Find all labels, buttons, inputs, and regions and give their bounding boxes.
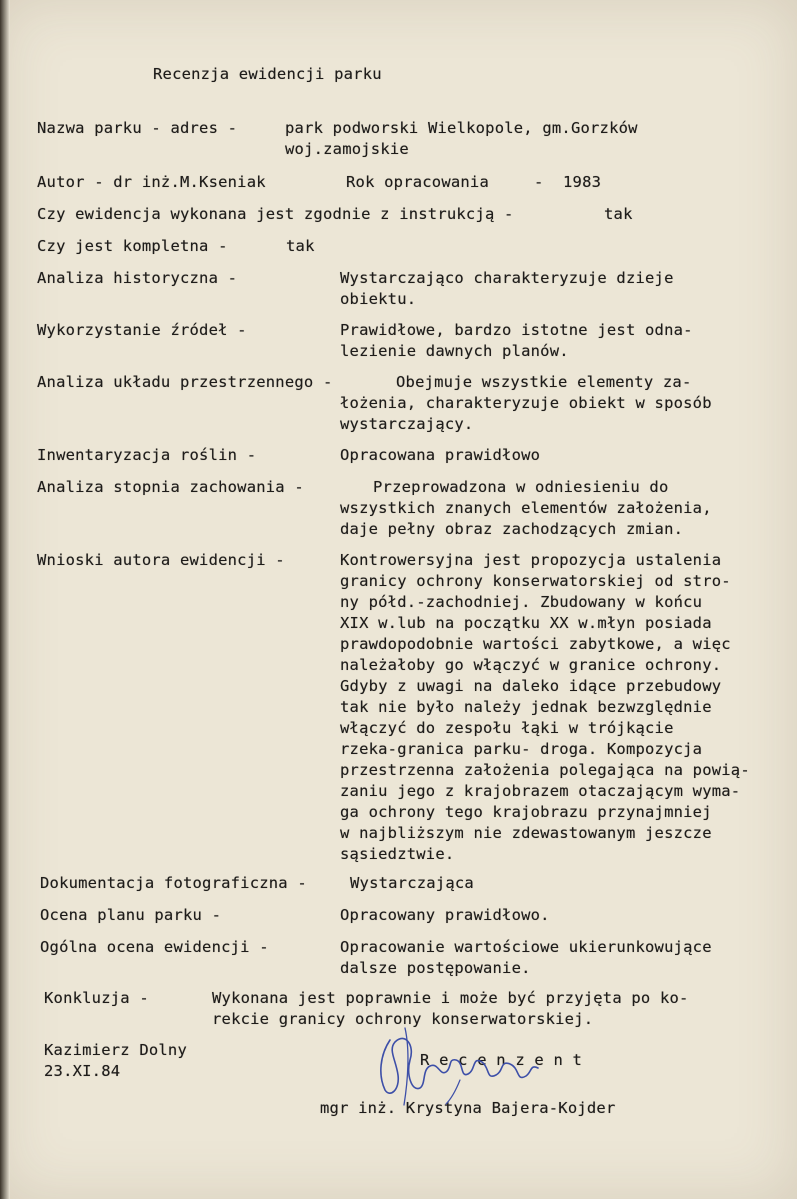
conclusions-line: XIX w.lub na początku XX w.młyn posiada bbox=[340, 614, 712, 632]
historical-value-line: obiektu. bbox=[340, 290, 417, 308]
sources-label: Wykorzystanie źródeł - bbox=[37, 321, 247, 339]
preservation-value-line: wszystkich znanych elementów założenia, bbox=[340, 499, 712, 517]
instruction-answer: tak bbox=[604, 205, 633, 223]
conclusion-value-line: rekcie granicy ochrony konserwatorskiej. bbox=[212, 1010, 594, 1028]
spatial-value-line: łożenia, charakteryzuje obiekt w sposób bbox=[340, 394, 712, 412]
date: 23.XI.84 bbox=[44, 1062, 121, 1080]
conclusions-line: Gdyby z uwagi na daleko idące przebudowy bbox=[340, 677, 722, 695]
general-value-line: Opracowanie wartościowe ukierunkowujące bbox=[340, 938, 712, 956]
signature-stroke bbox=[446, 1080, 460, 1104]
spatial-value-line: wystarczający. bbox=[340, 415, 474, 433]
conclusions-label: Wnioski autora ewidencji - bbox=[37, 551, 285, 569]
complete-question: Czy jest kompletna - bbox=[37, 237, 228, 255]
plants-label: Inwentaryzacja roślin - bbox=[37, 446, 257, 464]
park-name-label: Nazwa parku - adres - bbox=[37, 119, 238, 137]
conclusions-line: należałoby go włączyć w granice ochrony. bbox=[340, 656, 722, 674]
spatial-value-line: Obejmuje wszystkie elementy za- bbox=[396, 373, 692, 391]
conclusions-line: prawdopodobnie wartości zabytkowe, a więc bbox=[340, 635, 731, 653]
park-name-value: park podworski Wielkopole, gm.Gorzków bbox=[285, 119, 638, 137]
sources-value-line: Prawidłowe, bardzo istotne jest odna- bbox=[340, 321, 693, 339]
plan-label: Ocena planu parku - bbox=[40, 906, 222, 924]
year-value: 1983 bbox=[563, 173, 602, 191]
conclusions-line: rzeka-granica parku- droga. Kompozycja bbox=[340, 740, 703, 758]
handwritten-signature bbox=[360, 1020, 560, 1110]
conclusions-line: ny półd.-zachodniej. Zbudowany w końcu bbox=[340, 593, 703, 611]
complete-answer: tak bbox=[286, 237, 315, 255]
conclusions-line: w najbliższym nie zdewastowanym jeszcze bbox=[340, 824, 712, 842]
conclusions-line: tak nie było należy jednak bezwzględnie bbox=[340, 698, 712, 716]
reviewer-label: R e c e n z e n t bbox=[420, 1051, 583, 1069]
general-label: Ogólna ocena ewidencji - bbox=[40, 938, 269, 956]
place: Kazimierz Dolny bbox=[44, 1041, 187, 1059]
sources-value-line: lezienie dawnych planów. bbox=[340, 342, 569, 360]
year-label: Rok opracowania bbox=[346, 173, 489, 191]
park-address-value: woj.zamojskie bbox=[285, 140, 409, 158]
instruction-question: Czy ewidencja wykonana jest zgodnie z instrukcją - bbox=[37, 205, 514, 223]
photo-value: Wystarczająca bbox=[350, 874, 474, 892]
author-label: Autor - dr inż.M.Kseniak bbox=[37, 173, 266, 191]
conclusions-line: zaniu jego z krajobrazem otaczającym wyma- bbox=[340, 782, 741, 800]
conclusion-value-line: Wykonana jest poprawnie i może być przyjęta po ko- bbox=[212, 989, 689, 1007]
page-edge bbox=[0, 0, 10, 1199]
conclusions-line: włączyć do zespołu łąki w trójkącie bbox=[340, 719, 674, 737]
historical-value-line: Wystarczająco charakteryzuje dzieje bbox=[340, 269, 674, 287]
spatial-label: Analiza układu przestrzennego - bbox=[37, 373, 333, 391]
document-title: Recenzja ewidencji parku bbox=[153, 65, 382, 83]
conclusions-line: Kontrowersyjna jest propozycja ustalenia bbox=[340, 551, 722, 569]
general-value-line: dalsze postępowanie. bbox=[340, 959, 531, 977]
historical-label: Analiza historyczna - bbox=[37, 269, 238, 287]
preservation-value-line: daje pełny obraz zachodzących zmian. bbox=[340, 520, 684, 538]
conclusions-line: granicy ochrony konserwatorskiej od stro- bbox=[340, 572, 731, 590]
conclusion-label: Konkluzja - bbox=[44, 989, 149, 1007]
year-dash: - bbox=[534, 173, 544, 191]
photo-label: Dokumentacja fotograficzna - bbox=[40, 874, 307, 892]
preservation-label: Analiza stopnia zachowania - bbox=[37, 478, 304, 496]
conclusions-line: sąsiedztwie. bbox=[340, 845, 455, 863]
conclusions-line: ga ochrony tego krajobrazu przynajmniej bbox=[340, 803, 712, 821]
plants-value: Opracowana prawidłowo bbox=[340, 446, 541, 464]
preservation-value-line: Przeprowadzona w odniesieniu do bbox=[373, 478, 669, 496]
reviewer-name: mgr inż. Krystyna Bajera-Kojder bbox=[320, 1099, 616, 1117]
conclusions-line: przestrzenna założenia polegająca na powią- bbox=[340, 761, 750, 779]
signature-stroke bbox=[381, 1038, 538, 1093]
plan-value: Opracowany prawidłowo. bbox=[340, 906, 550, 924]
